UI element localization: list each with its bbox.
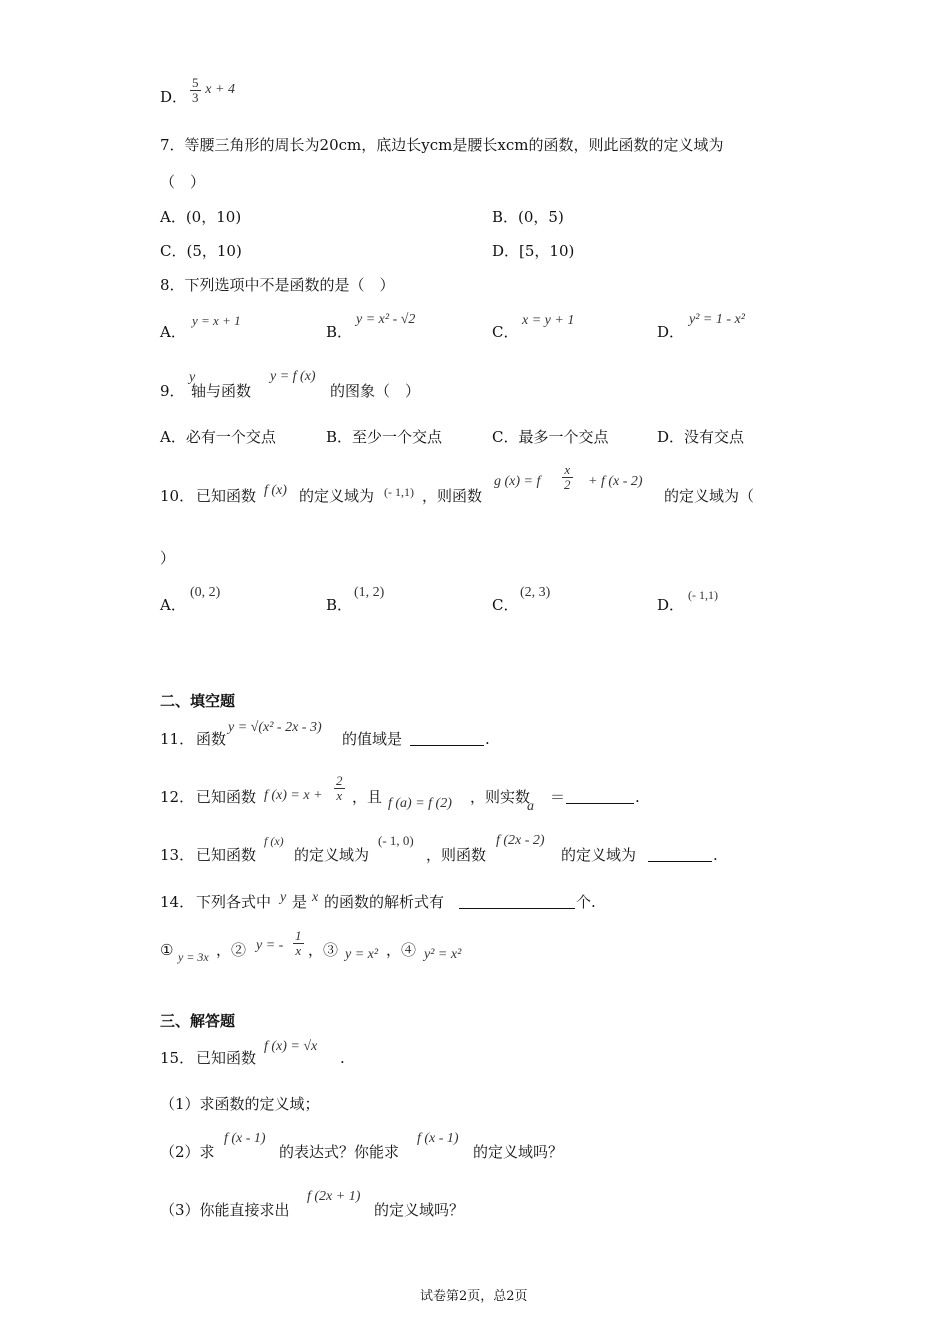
q10-fx: f (x) — [264, 483, 287, 498]
q9-option-c: C．最多一个交点 — [492, 428, 609, 446]
q14-e2-fraction — [293, 929, 304, 957]
q14-t1: 下列各式中 — [196, 893, 272, 911]
q12-t1: 已知函数 — [196, 788, 257, 806]
q10-t2: 的定义域为 — [299, 487, 375, 505]
q11-expr: y = √(x² - 2x - 3) — [228, 720, 322, 735]
q10-opt-c: (2, 3) — [520, 585, 551, 600]
q14-x: x — [312, 890, 319, 905]
q8-expr-a: y = x + 1 — [192, 313, 241, 328]
q10-gtail: + f (x - 2) — [588, 474, 643, 489]
q14-c1: ① — [160, 941, 174, 959]
section-fill-in-title: 二、填空题 — [160, 692, 236, 710]
q10-t3: ，则函数 — [422, 487, 483, 505]
q8-expr-b: y = x² - √2 — [356, 312, 416, 327]
q13-t3: ，则函数 — [426, 846, 487, 864]
q14-e2-den: x — [295, 942, 302, 958]
q6-d-label: D． — [160, 88, 188, 106]
q13-t4: 的定义域为 — [561, 846, 637, 864]
q8-label-a: A． — [160, 323, 186, 341]
q8-label-d: D． — [657, 323, 685, 341]
q14-e3: y = x² — [345, 947, 379, 962]
q15-t1: 已知函数 — [196, 1049, 257, 1067]
q14-e4: y² = x² — [424, 947, 462, 962]
q14-t2: 是 — [292, 893, 308, 911]
q14-t4: 个. — [576, 893, 596, 911]
q8-expr-d: y² = 1 - x² — [689, 312, 745, 327]
q13-answer-blank[interactable] — [648, 848, 712, 865]
q10-g: g (x) = f — [494, 474, 541, 489]
q10-g-den: 2 — [564, 476, 571, 492]
q10-label-a: A． — [160, 596, 186, 614]
q15-p2a: （2）求 — [160, 1143, 215, 1161]
q11-end: . — [485, 730, 490, 748]
q11-t2: 的值域是 — [342, 730, 403, 748]
q14-e2pre: y = - — [256, 938, 284, 953]
q9-expr: y = f (x) — [270, 369, 316, 384]
q14-t3: 的函数的解析式有 — [324, 893, 445, 911]
q12-end: . — [635, 788, 640, 806]
q13-number: 13． — [160, 846, 195, 864]
q7-paren: （ ） — [160, 173, 206, 191]
q15-end: . — [340, 1049, 345, 1067]
q15-p2e-first: f (x - 1) — [224, 1131, 266, 1146]
q10-g-fraction — [562, 463, 573, 491]
q11-number: 11． — [160, 730, 195, 748]
q15-p2b: 的表达式？你能求 — [279, 1143, 400, 1161]
q10-close: ） — [160, 549, 176, 567]
q10-g-num: x — [562, 463, 573, 478]
q12-expr-pre: f (x) = x + — [264, 788, 323, 803]
q10-t4: 的定义域为（ — [664, 487, 755, 505]
q9-text1: 轴与函数 — [191, 382, 252, 400]
q12-a: a — [527, 799, 534, 814]
q13-t1: 已知函数 — [196, 846, 257, 864]
q6-d-num: 5 — [192, 75, 199, 90]
q7-option-c: C．(5，10) — [160, 242, 242, 260]
q12-num: 2 — [336, 773, 343, 788]
q12-number: 12． — [160, 788, 195, 806]
q14-answer-blank[interactable] — [459, 895, 575, 912]
q9-text2: 的图象（ ） — [330, 382, 421, 400]
q9-option-d: D．没有交点 — [657, 428, 745, 446]
q13-dom: (- 1, 0) — [378, 833, 414, 848]
q8-label-b: B． — [326, 323, 353, 341]
q7-text: 等腰三角形的周长为20cm，底边长ycm是腰长xcm的函数，则此函数的定义域为 — [184, 136, 724, 154]
q15-p2c: 的定义域吗？ — [473, 1143, 564, 1161]
q8-label-c: C． — [492, 323, 519, 341]
q9-number: 9． — [160, 382, 185, 400]
q10-opt-b: (1, 2) — [354, 585, 385, 600]
q10-label-d: D． — [657, 596, 685, 614]
q12-fraction — [334, 774, 345, 802]
q6-d-den: 3 — [192, 89, 199, 105]
q15-part1: （1）求函数的定义域； — [160, 1095, 320, 1113]
q11-t1: 函数 — [196, 730, 227, 748]
q9-y: y — [189, 370, 196, 385]
q13-t2: 的定义域为 — [294, 846, 370, 864]
q14-c3: ，③ — [308, 941, 339, 959]
q13-fx: f (x) — [264, 834, 284, 848]
q12-eq: f (a) = f (2) — [388, 796, 452, 811]
q6-option-d — [160, 90, 187, 105]
q15-p2e-second: f (x - 1) — [417, 1131, 459, 1146]
q15-expr: f (x) = √x — [264, 1039, 318, 1054]
q7-stem — [160, 138, 723, 153]
q6-d-tail: x + 4 — [205, 82, 235, 98]
q9-option-b: B．至少一个交点 — [326, 428, 443, 446]
q14-e1: y = 3x — [178, 950, 209, 964]
q10-opt-d: (- 1,1) — [688, 588, 718, 602]
q7-option-a: A．(0，10) — [160, 208, 242, 226]
q12-t3: ，则实数 — [470, 788, 531, 806]
q15-p3a: （3）你能直接求出 — [160, 1201, 290, 1219]
q15-p3e: f (2x + 1) — [307, 1189, 361, 1204]
q14-number: 14． — [160, 893, 195, 911]
q14-e2-frac-wrap — [293, 929, 304, 957]
section-answer-title: 三、解答题 — [160, 1012, 236, 1030]
q10-label-b: B． — [326, 596, 353, 614]
q10-dom: (- 1,1) — [384, 485, 414, 499]
q12-t4: ＝ — [550, 788, 566, 806]
q14-c2: ，② — [216, 941, 247, 959]
q6-d-expr — [190, 76, 235, 104]
q14-y: y — [280, 890, 287, 905]
q11-answer-blank[interactable] — [410, 732, 484, 749]
q12-t2: ，且 — [352, 788, 383, 806]
q10-t1: 已知函数 — [196, 487, 257, 505]
q8-expr-c: x = y + 1 — [522, 313, 575, 328]
q12-frac-wrap — [334, 774, 345, 802]
q10-number: 10． — [160, 487, 195, 505]
q13-end: . — [713, 846, 718, 864]
q10-g-frac-wrap — [562, 463, 573, 491]
q12-answer-blank[interactable] — [566, 790, 634, 807]
q14-e2-num: 1 — [295, 928, 302, 943]
q13-f2: f (2x - 2) — [496, 833, 545, 848]
q7-option-d: D．[5，10) — [492, 242, 575, 260]
q7-number: 7． — [160, 136, 185, 154]
q12-den: x — [336, 787, 343, 803]
q9-option-a: A．必有一个交点 — [160, 428, 276, 446]
q7-option-b: B．(0，5) — [492, 208, 564, 226]
q14-c4: ，④ — [386, 941, 417, 959]
q10-opt-a: (0, 2) — [190, 585, 221, 600]
q15-p3b: 的定义域吗？ — [374, 1201, 465, 1219]
q6-d-fraction — [190, 76, 201, 104]
q8-stem: 8．下列选项中不是函数的是（ ） — [160, 276, 395, 294]
page-footer: 试卷第2页，总2页 — [420, 1289, 528, 1304]
q15-number: 15． — [160, 1049, 195, 1067]
q10-label-c: C． — [492, 596, 519, 614]
